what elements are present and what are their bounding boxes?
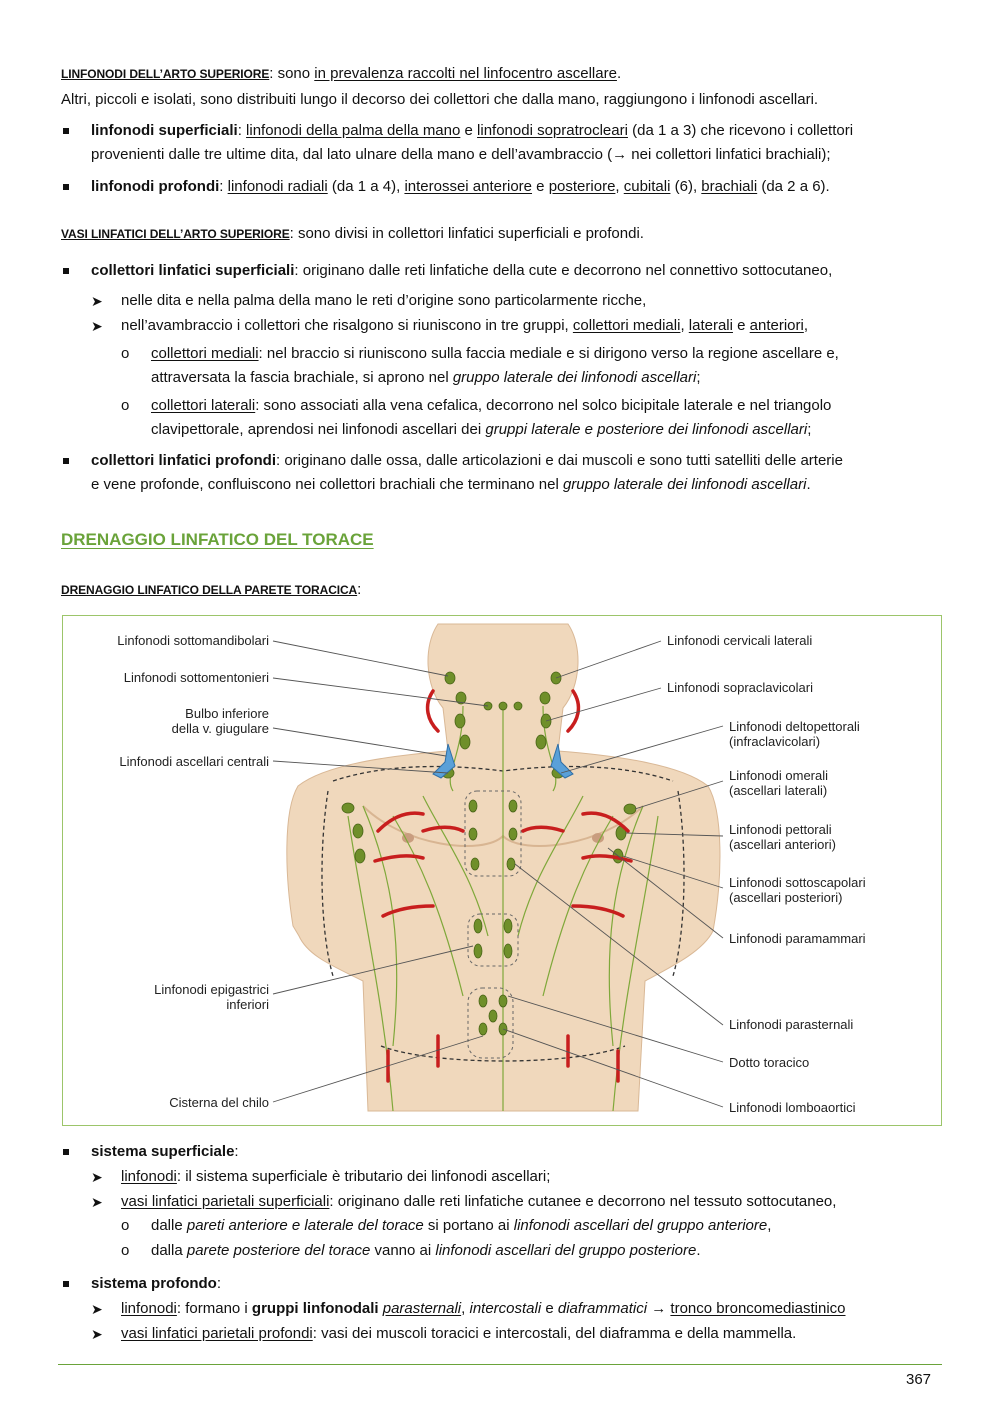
sec2-title: VASI LINFATICI DELL’ARTO SUPERIORE: [61, 227, 290, 241]
label-parasternali: Linfonodi parasternali: [729, 1017, 854, 1032]
bullet-u5: brachiali: [701, 178, 758, 195]
sec3-arrow-item-2: [91, 1190, 941, 1215]
label-sottomandibolari: Linfonodi sottomandibolari: [117, 633, 269, 648]
sec1-lead-end: .: [616, 65, 622, 82]
u: linfonodi: [121, 1168, 177, 1185]
bullet-t3: ,: [615, 178, 624, 195]
t1: dalla: [151, 1242, 187, 1259]
torso-lymph-figure: [62, 615, 942, 1126]
section-heading: DRENAGGIO LINFATICO DEL TORACE: [61, 530, 374, 549]
i2: linfonodi ascellari del gruppo posteriore: [435, 1242, 697, 1259]
bullet-bold: linfonodi profondi: [91, 178, 220, 195]
label-sottoscapolari-1: Linfonodi sottoscapolari: [729, 875, 866, 890]
arrowhead-bullet-icon: ➤: [91, 293, 103, 309]
bullet-u3: posteriore: [548, 178, 616, 195]
t3: .: [806, 476, 811, 493]
sub-title-line: [61, 580, 941, 600]
bullet-text: [91, 1140, 941, 1164]
t4: e: [541, 1300, 558, 1317]
circle-item-text: [151, 1214, 941, 1238]
t2: vanno ai: [370, 1242, 436, 1259]
bullet-u1: linfonodi della palma della mano: [246, 122, 461, 139]
bullet-text: [91, 259, 941, 283]
sec3-circle-item-1: [121, 1214, 941, 1239]
circle-item-text: [151, 342, 941, 390]
t: : vasi dei muscoli toracici e intercostali, del diaframma e della mammella.: [312, 1325, 797, 1342]
i2: linfonodi ascellari del gruppo anteriore: [513, 1217, 768, 1234]
t1: dalle: [151, 1217, 187, 1234]
label-dotto-toracico: Dotto toracico: [729, 1055, 810, 1070]
label-lomboaortici: Linfonodi lomboaortici: [729, 1100, 856, 1115]
label-epigastrici-2: inferiori: [226, 997, 269, 1012]
label-cisterna: Cisterna del chilo: [169, 1095, 269, 1110]
i1: intercostali: [469, 1300, 542, 1317]
arrowhead-bullet-icon: ➤: [91, 1194, 103, 1210]
sec2-after-title: : sono divisi in collettori linfatici superficiali e profondi.: [289, 225, 644, 242]
u1: collettori mediali: [572, 317, 681, 334]
bullet-bold: collettori linfatici superficiali: [91, 262, 295, 279]
circle-bullet-icon: o: [121, 1242, 130, 1259]
t: : originano dalle reti linfatiche cutanee e decorrono nel tessuto sottocutaneo,: [329, 1193, 837, 1210]
square-bullet-icon: [63, 1281, 69, 1287]
sec1-bullet-profondi: [61, 175, 941, 200]
t3: ,: [767, 1217, 772, 1234]
sec1-title: LINFONODI DELL’ARTO SUPERIORE: [61, 67, 270, 81]
square-bullet-icon: [63, 184, 69, 190]
bullet-bold: collettori linfatici profondi: [91, 452, 276, 469]
sec3-arrow-item-1: [91, 1165, 941, 1190]
u: vasi linfatici parietali superficiali: [121, 1193, 330, 1210]
label-pettorali-2: (ascellari anteriori): [729, 837, 836, 852]
label-cervicali: Linfonodi cervicali laterali: [667, 633, 813, 648]
bullet-t2: (da 1 a 3) che ricevono i collettori: [627, 122, 854, 139]
arrow-item-text: [121, 1165, 971, 1189]
label-epigastrici-1: Linfonodi epigastrici: [154, 982, 269, 997]
sec2-arrow-item-2: [91, 314, 941, 339]
arrow-item-text: [121, 1297, 971, 1321]
bullet-bold: linfonodi superficiali: [91, 122, 238, 139]
arrow-item-text: [121, 1322, 971, 1346]
arrowhead-bullet-icon: ➤: [91, 318, 103, 334]
sec3-bullet-superficiale: [61, 1140, 941, 1165]
iu: parasternali: [382, 1300, 462, 1317]
i2: diaframmatici: [557, 1300, 648, 1317]
bullet-after: :: [234, 1143, 239, 1160]
t2: e vene profonde, confluiscono nei collettori brachiali che terminano nel: [91, 476, 563, 493]
bullet-t1: e: [460, 122, 478, 139]
square-bullet-icon: [63, 458, 69, 464]
u2: tronco broncomediastinico: [670, 1300, 846, 1317]
i: gruppi laterale e posteriore dei linfonodi ascellari: [485, 421, 808, 438]
t3: e: [732, 317, 750, 334]
i1: pareti anteriore e laterale del torace: [186, 1217, 424, 1234]
t3: ;: [807, 421, 812, 438]
label-bulbo-1: Bulbo inferiore: [185, 706, 269, 721]
footer-divider: [58, 1364, 942, 1365]
sec2-circle-item-1: [121, 342, 941, 390]
b: gruppi linfonodali: [251, 1300, 379, 1317]
arrow-item-text: [121, 314, 971, 338]
u: collettori laterali: [151, 397, 256, 414]
circle-bullet-icon: o: [121, 1217, 130, 1234]
sec3-arrow-item-4: [91, 1322, 941, 1347]
label-ascellari-centrali: Linfonodi ascellari centrali: [119, 754, 269, 769]
circle-item-text: [151, 394, 941, 442]
bullet-t5: (da 2 a 6).: [757, 178, 830, 195]
t5: →: [647, 1300, 671, 1317]
t2: attraversata la fascia brachiale, si aprono nel: [151, 369, 453, 386]
bullet-line2: provenienti dalle tre ultime dita, dal lato ulnare della mano e dell’avambraccio (→ nei collettori linfatici brachiali);: [91, 146, 831, 163]
circle-bullet-icon: o: [121, 345, 130, 362]
sec3-circle-item-2: [121, 1239, 941, 1264]
bullet-t2: e: [532, 178, 549, 195]
label-omerali-2: (ascellari laterali): [729, 783, 828, 798]
bullet-sep: :: [237, 122, 247, 139]
sec2-bullet-profondi: [61, 449, 941, 499]
sec2-arrow-item-1: [91, 289, 941, 314]
label-deltopettorali-2: (infraclavicolari): [729, 734, 821, 749]
sec1-title-line: [61, 64, 941, 84]
label-bulbo-2: della v. giugulare: [171, 721, 269, 736]
label-deltopettorali-1: Linfonodi deltopettorali: [729, 719, 860, 734]
i1: parete posteriore del torace: [186, 1242, 371, 1259]
bullet-sep: :: [219, 178, 228, 195]
bullet-text: [91, 119, 941, 167]
bullet-u4: cubitali: [623, 178, 671, 195]
t4: ,: [803, 317, 809, 334]
bullet-bold: sistema profondo: [91, 1275, 217, 1292]
page-number: 367: [906, 1371, 932, 1388]
arrow-item-text: nelle dita e nella palma della mano le reti d’origine sono particolarmente ricche,: [121, 292, 647, 309]
label-sottoscapolari-2: (ascellari posteriori): [729, 890, 843, 905]
sec1-lead: in prevalenza raccolti nel linfocentro ascellare: [314, 65, 617, 82]
sec1-line2: Altri, piccoli e isolati, sono distribuiti lungo il decorso dei collettori che dalla mano, raggiungono i linfonodi ascellari.: [61, 91, 819, 108]
u: linfonodi: [121, 1300, 177, 1317]
bullet-text: [91, 175, 941, 199]
t1: : formano i: [176, 1300, 252, 1317]
sec2-bullet-superficiali: [61, 259, 941, 284]
t2: clavipettorale, aprendosi nei linfonodi ascellari dei: [151, 421, 486, 438]
bullet-after: :: [216, 1275, 222, 1292]
t3: ,: [461, 1300, 470, 1317]
t1: : nel braccio si riuniscono sulla faccia mediale e si dirigono verso la regione ascellare e,: [258, 345, 839, 362]
bullet-text: [91, 1272, 941, 1296]
bullet-t4: (6),: [670, 178, 702, 195]
arrowhead-bullet-icon: ➤: [91, 1326, 103, 1342]
i: gruppo laterale dei linfonodi ascellari: [452, 369, 697, 386]
circle-item-text: [151, 1239, 941, 1263]
label-pettorali-1: Linfonodi pettorali: [729, 822, 832, 837]
bullet-t1: (da 1 a 4),: [327, 178, 405, 195]
bullet-u2: interossei anteriore: [404, 178, 533, 195]
u: collettori mediali: [151, 345, 259, 362]
square-bullet-icon: [63, 268, 69, 274]
bullet-text: [91, 449, 941, 497]
u: vasi linfatici parietali profondi: [121, 1325, 313, 1342]
sec1-after-title: : sono: [269, 65, 315, 82]
sec1-bullet-superficiali: [61, 119, 941, 169]
square-bullet-icon: [63, 128, 69, 134]
arrowhead-bullet-icon: ➤: [91, 1169, 103, 1185]
arrowhead-bullet-icon: ➤: [91, 1301, 103, 1317]
sec3-arrow-item-3: [91, 1297, 941, 1322]
sec3-bullet-profondo: [61, 1272, 941, 1297]
t: : il sistema superficiale è tributario dei linfonodi ascellari;: [176, 1168, 551, 1185]
bullet-bold: sistema superficiale: [91, 1143, 235, 1160]
sub-after: :: [357, 581, 362, 598]
i: gruppo laterale dei linfonodi ascellari: [562, 476, 807, 493]
sec2-circle-item-2: [121, 394, 941, 442]
t3: .: [696, 1242, 701, 1259]
sec2-title-line: [61, 224, 941, 244]
bullet-u1: linfonodi radiali: [227, 178, 328, 195]
u2: laterali: [688, 317, 733, 334]
sub-title: DRENAGGIO LINFATICO DELLA PARETE TORACICA: [61, 583, 358, 597]
t2: ,: [680, 317, 689, 334]
label-sopraclavicolari: Linfonodi sopraclavicolari: [667, 680, 813, 695]
bullet-text-rest: : originano dalle reti linfatiche della cute e decorrono nel connettivo sottocutaneo,: [294, 262, 833, 279]
u3: anteriori: [749, 317, 804, 334]
t1: : sono associati alla vena cefalica, decorrono nel solco bicipitale laterale e nel triangolo: [255, 397, 832, 414]
square-bullet-icon: [63, 1149, 69, 1155]
circle-bullet-icon: o: [121, 397, 130, 414]
t3: ;: [696, 369, 701, 386]
label-sottomentonieri: Linfonodi sottomentonieri: [123, 670, 269, 685]
arrow-item-text: [121, 1190, 971, 1214]
t1: nell’avambraccio i collettori che risalgono si riuniscono in tre gruppi,: [121, 317, 573, 334]
bullet-u2: linfonodi sopratrocleari: [477, 122, 628, 139]
t1: : originano dalle ossa, dalle articolazioni e dai muscoli e sono tutti satelliti delle arterie: [276, 452, 843, 469]
label-omerali-1: Linfonodi omerali: [729, 768, 829, 783]
label-paramammari: Linfonodi paramammari: [729, 931, 866, 946]
t2: si portano ai: [423, 1217, 514, 1234]
